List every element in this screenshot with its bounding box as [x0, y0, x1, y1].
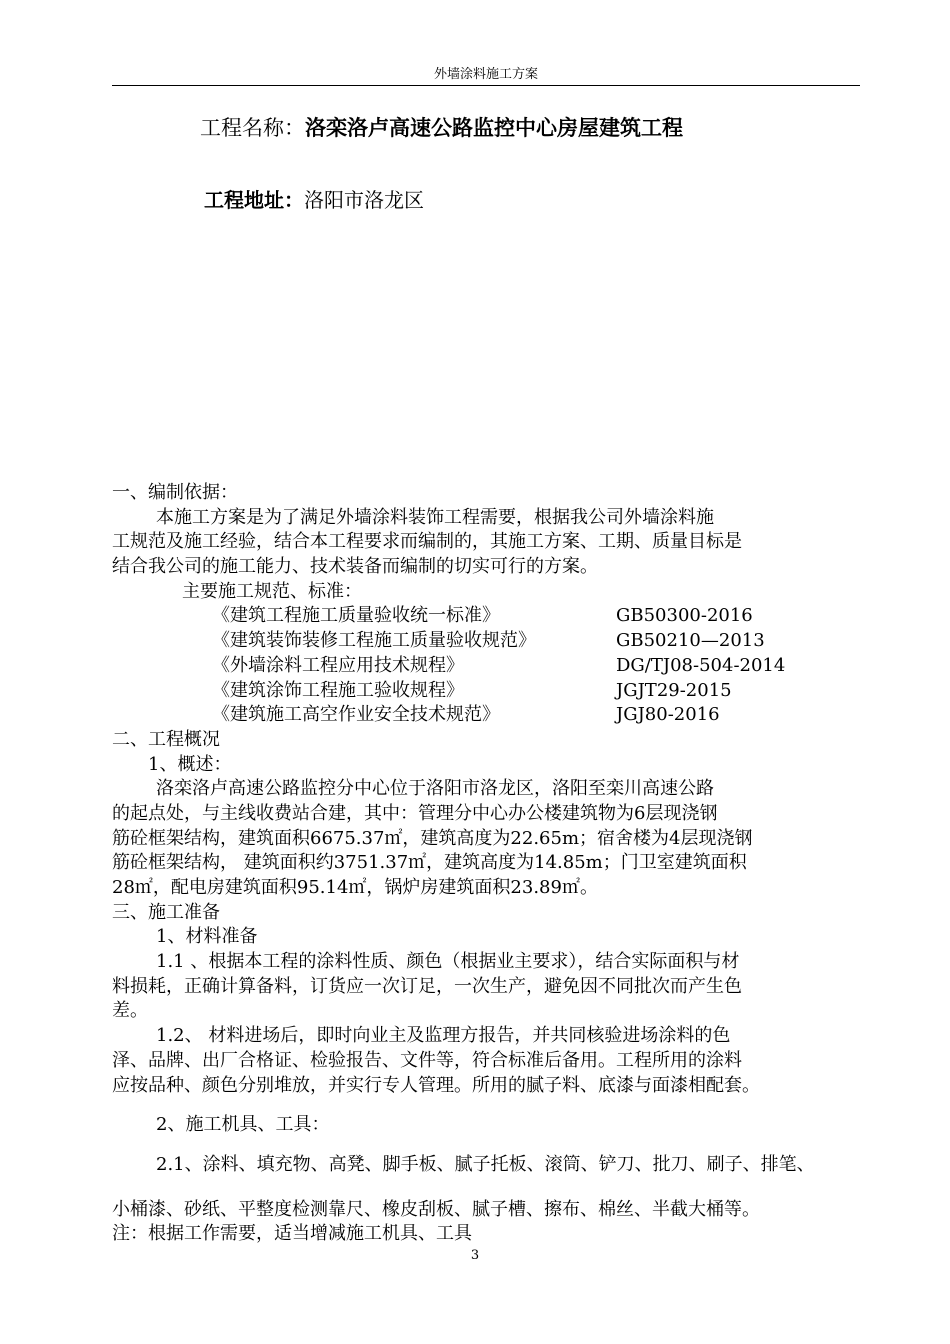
project-address-value: 洛阳市洛龙区	[304, 188, 424, 212]
standard-name: 《建筑施工高空作业安全技术规范》	[212, 704, 500, 726]
subsection-heading: 1、概述：	[148, 753, 232, 775]
paragraph-line: 2.1、涂料、填充物、高凳、脚手板、腻子托板、滚筒、铲刀、批刀、刷子、排笔、	[156, 1153, 815, 1175]
standard-code: JGJ80-2016	[616, 704, 720, 726]
running-header: 外墙涂料施工方案	[433, 67, 538, 82]
page-number: 3	[470, 1248, 480, 1263]
standard-row	[112, 604, 872, 629]
spacer	[112, 1098, 872, 1113]
standard-name: 《外墙涂料工程应用技术规程》	[212, 654, 464, 676]
standard-row	[112, 629, 872, 654]
project-address	[204, 185, 424, 215]
paragraph-line: 泽、品牌、出厂合格证、检验报告、文件等，符合标准后备用。工程所用的涂料	[112, 1049, 742, 1071]
paragraph-line: 本施工方案是为了满足外墙涂料装饰工程需要，根据我公司外墙涂料施	[156, 506, 714, 528]
standard-name: 《建筑涂饰工程施工验收规程》	[212, 679, 464, 701]
subsection-heading: 2、施工机具、工具：	[156, 1114, 330, 1136]
standard-code: JGJT29-2015	[616, 679, 732, 701]
paragraph-line: 筋砼框架结构，建筑面积6675.37㎡，建筑高度为22.65m；宿舍楼为4层现浇钢	[112, 827, 753, 849]
section-heading: 三、施工准备	[112, 901, 220, 923]
standard-row	[112, 654, 872, 679]
standard-name: 《建筑装饰装修工程施工质量验收规范》	[212, 630, 536, 652]
standards-heading: 主要施工规范、标准：	[182, 580, 362, 602]
standard-code: GB50300-2016	[616, 605, 753, 627]
spacer	[112, 1178, 872, 1198]
paragraph-line: 小桶漆、砂纸、平整度检测靠尺、橡皮刮板、腻子槽、擦布、棉丝、半截大桶等。	[112, 1198, 760, 1220]
paragraph-line: 结合我公司的施工能力、技术装备而编制的切实可行的方案。	[112, 556, 598, 578]
project-address-label: 工程地址：	[204, 188, 304, 212]
paragraph-line: 1.2、 材料进场后，即时向业主及监理方报告，并共同核验进场涂料的色	[156, 1025, 731, 1047]
paragraph-line: 的起点处，与主线收费站合建，其中：管理分中心办公楼建筑物为6层现浇钢	[112, 802, 718, 824]
note-line: 注：根据工作需要，适当增减施工机具、工具	[112, 1223, 472, 1245]
section-heading: 二、工程概况	[112, 728, 220, 750]
project-name-value: 洛栾洛卢高速公路监控中心房屋建筑工程	[305, 116, 683, 140]
paragraph-line: 料损耗，正确计算备料，订货应一次订足，一次生产，避免因不同批次而产生色	[112, 975, 742, 997]
subsection-heading: 1、材料准备	[156, 926, 258, 948]
section-heading: 一、编制依据：	[112, 482, 238, 503]
paragraph-line: 1.1 、根据本工程的涂料性质、颜色（根据业主要求），结合实际面积与材	[156, 951, 740, 973]
paragraph-line: 洛栾洛卢高速公路监控分中心位于洛阳市洛龙区，洛阳至栾川高速公路	[156, 778, 714, 800]
header-rule	[112, 85, 860, 86]
paragraph-line: 差。	[112, 1000, 148, 1022]
spacer	[112, 1138, 872, 1153]
project-name	[200, 112, 683, 144]
paragraph-line: 28㎡，配电房建筑面积95.14㎡，锅炉房建筑面积23.89㎡。	[112, 877, 598, 898]
paragraph-line: 筋砼框架结构， 建筑面积约3751.37㎡，建筑高度为14.85m；门卫室建筑面积	[112, 852, 747, 874]
paragraph-line: 应按品种、颜色分别堆放，并实行专人管理。所用的腻子料、底漆与面漆相配套。	[112, 1074, 760, 1096]
project-name-label: 工程名称：	[200, 116, 305, 140]
standard-code: DG/TJ08-504-2014	[616, 654, 786, 676]
standard-name: 《建筑工程施工质量验收统一标准》	[212, 605, 500, 627]
document-body	[112, 481, 872, 1247]
standard-code: GB50210—2013	[616, 630, 765, 652]
paragraph-line: 工规范及施工经验，结合本工程要求而编制的，其施工方案、工期、质量目标是	[112, 531, 742, 553]
standard-row	[112, 679, 872, 704]
standard-row	[112, 703, 872, 728]
